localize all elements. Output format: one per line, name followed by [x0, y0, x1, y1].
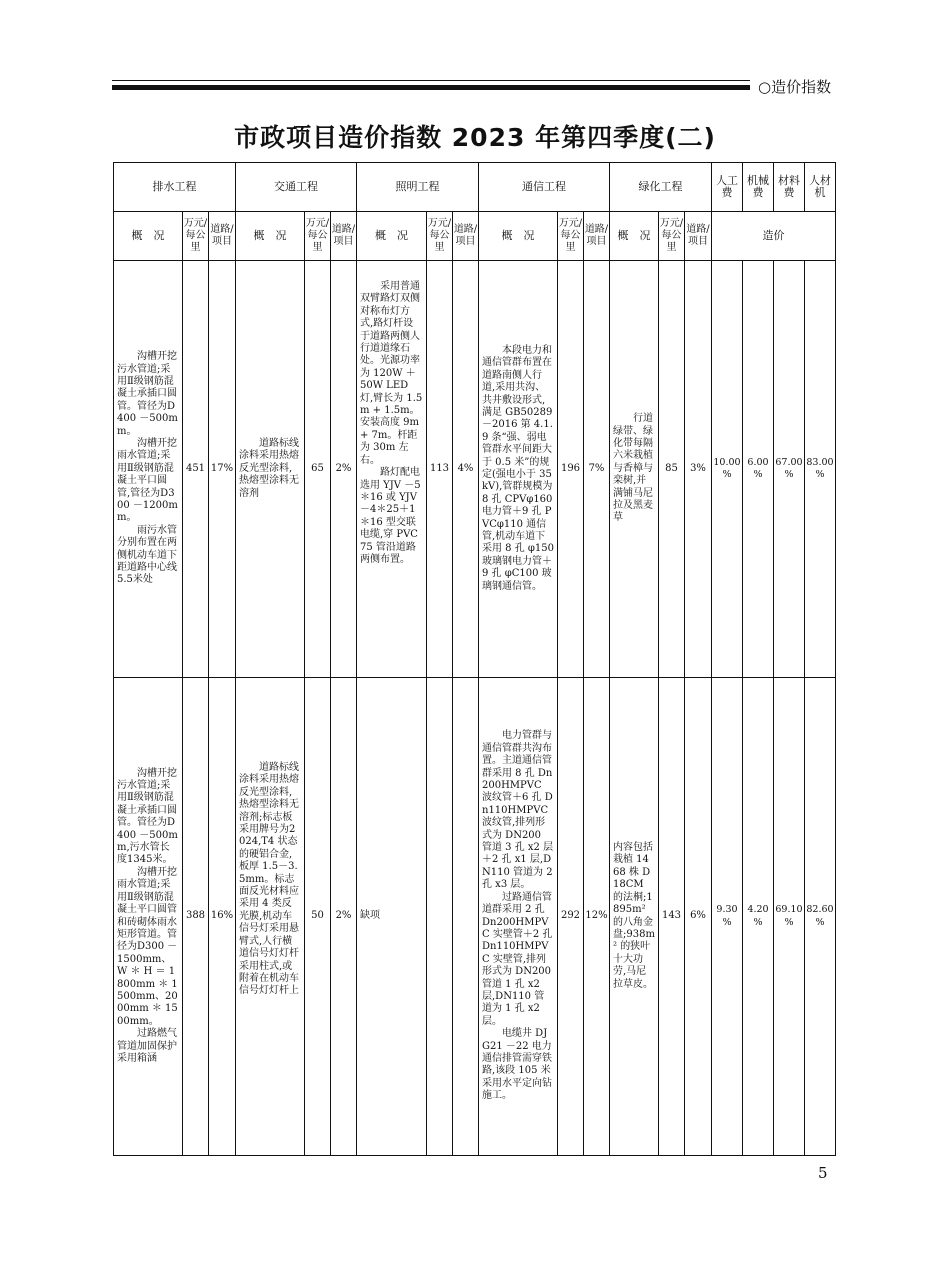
traffic-ratio: 2% [331, 261, 357, 678]
subheader-overview: 概 况 [357, 212, 427, 261]
subheader-overview: 概 况 [114, 212, 183, 261]
drainage-ratio: 16% [209, 678, 236, 1156]
traffic-desc [236, 261, 305, 678]
subheader-unit: 万元/每公里 [305, 212, 331, 261]
page-number: 5 [818, 1164, 828, 1182]
header-material-cost: 材料费 [774, 163, 805, 212]
subheader-ratio: 道路/项目 [209, 212, 236, 261]
traffic-ratio: 2% [331, 678, 357, 1156]
section-telecom: 通信工程 [479, 163, 610, 212]
section-drainage: 排水工程 [114, 163, 236, 212]
section-greening: 绿化工程 [610, 163, 712, 212]
drainage-ratio: 17% [209, 261, 236, 678]
subheader-overview: 概 况 [236, 212, 305, 261]
desc-paragraph: 雨污水管分别布置在两侧机动车道下距道路中心线5.5米处 [117, 524, 177, 586]
lighting-desc [357, 261, 427, 678]
desc-paragraph: 采用普通双臂路灯双侧对称布灯方式,路灯杆设于道路两侧人行道道缘石处。光源功率为 120W ＋ 50W LED 灯,臂长为 1.5m + 1.5m。安装高度 9m + 7m。杆距为 30m 左右。 [360, 281, 423, 466]
desc-paragraph: 缺项 [360, 910, 380, 922]
desc-paragraph: 电力管群与通信管群共沟布置。主道通信管群采用 8 孔 Dn200HMPVC 波纹管＋6 孔 Dn110HMPVC 波纹管,排列形式为 DN200 管道 3 孔 x2 层＋2 孔 x1 层,DN110 管道为 2 孔 x3 层。 [482, 730, 554, 891]
table-row [114, 678, 836, 1156]
traffic-unit: 65 [305, 261, 331, 678]
total-cost-value: 83.00 % [805, 261, 836, 678]
drainage-unit: 451 [183, 261, 209, 678]
material-cost-value: 69.10 % [774, 678, 805, 1156]
telecom-desc [479, 678, 558, 1156]
desc-paragraph: 过路燃气管道加固保护采用箱涵 [117, 1028, 177, 1064]
lighting-ratio: 4% [453, 261, 479, 678]
lighting-unit: 113 [427, 261, 453, 678]
desc-paragraph: 内容包括栽植 1468 株 D18CM 的法桐;1895m² 的八角金盘;938m² 的狭叶十大功劳,马尼拉草皮。 [613, 842, 655, 990]
section-lighting: 照明工程 [357, 163, 479, 212]
section-traffic: 交通工程 [236, 163, 357, 212]
traffic-desc [236, 678, 305, 1156]
table-row [114, 261, 836, 678]
drainage-unit: 388 [183, 678, 209, 1156]
page-title: 市政项目造价指数 2023 年第四季度(二) [234, 123, 716, 152]
desc-paragraph: 道路标线涂料采用热熔反光型涂料,热熔型涂料无溶剂;标志板采用牌号为2024,T4 状态的硬铝合金,板厚 1.5－3.5mm。标志面反光材料应采用 4 类反光膜,机动车信号灯采用悬臂式,人行横道信号灯灯杆采用柱式,或附着在机动车信号灯灯杆上 [239, 762, 299, 997]
telecom-unit: 292 [558, 678, 584, 1156]
machine-cost-value: 6.00 % [743, 261, 774, 678]
telecom-unit: 196 [558, 261, 584, 678]
drainage-desc [114, 261, 183, 678]
subheader-ratio: 道路/项目 [453, 212, 479, 261]
total-cost-value: 82.60 % [805, 678, 836, 1156]
desc-paragraph: 路灯配电选用 YJV －5＊16 或 YJV －4＊25＋1＊16 型交联电缆,穿 PVC75 管沿道路两侧布置。 [360, 467, 421, 565]
lighting-desc [357, 678, 427, 1156]
header-total-cost: 人材机 [805, 163, 836, 212]
labor-cost-value: 9.30 % [712, 678, 743, 1156]
header-labor-cost: 人工费 [712, 163, 743, 212]
material-cost-value: 67.00 % [774, 261, 805, 678]
drainage-desc [114, 678, 183, 1156]
machine-cost-value: 4.20 % [743, 678, 774, 1156]
telecom-ratio: 7% [584, 261, 610, 678]
traffic-unit: 50 [305, 678, 331, 1156]
greening-ratio: 6% [685, 678, 712, 1156]
header-rule-thin [112, 80, 750, 81]
desc-paragraph: 过路通信管道群采用 2 孔 Dn200HMPVC 实壁管＋2 孔 Dn110HMPVC 实壁管,排列形式为 DN200 管道 1 孔 x2 层,DN110 管道为 1 孔 x2 层。 [482, 891, 553, 1027]
greening-desc [610, 261, 659, 678]
subheader-unit: 万元/每公里 [659, 212, 685, 261]
running-header: ○造价指数 [758, 78, 832, 96]
desc-paragraph: 沟槽开挖污水管道;采用Ⅱ级钢筋混凝土承插口圆管。管径为D400 －500mm,污水管长度1345米。 [117, 767, 178, 866]
header-rule-thick [112, 85, 750, 90]
subheader-ratio: 道路/项目 [331, 212, 357, 261]
desc-paragraph: 电缆井 DJG21 －22 电力通信排管需穿铁路,该段 105 米采用水平定向钻施工。 [482, 1028, 552, 1102]
subheader-ratio: 道路/项目 [685, 212, 712, 261]
desc-paragraph: 本段电力和通信管群布置在道路南侧人行道,采用共沟、共井敷设形式,满足 GB50289 －2016 第 4.1.9 条“强、弱电管群水平间距大于 0.5 米”的规定(强电小于 35kV),管群规模为 8 孔 CPVφ160 电力管＋9 孔 PVCφ110 通信管,机动车道下采用 8 孔 φ150 玻璃钢电力管＋9 孔 φC100 玻璃钢通信管。 [482, 344, 554, 592]
desc-paragraph: 行道绿带、绿化带每隔六米栽植与香樟与栾树,并满铺马尼拉及黑麦草 [613, 413, 653, 524]
telecom-ratio: 12% [584, 678, 610, 1156]
subheader-unit: 万元/每公里 [558, 212, 584, 261]
cost-index-table [113, 162, 836, 1156]
desc-paragraph: 沟槽开挖雨水管道;采用Ⅱ级钢筋混凝土平口圆管和砖砌体雨水矩形管道。管径为D300 －1500mm、W ＊ H ＝ 1800mm ＊ 1500mm、2000mm ＊ 1500mm。 [117, 866, 178, 1027]
lighting-unit [427, 678, 453, 1156]
subheader-unit: 万元/每公里 [427, 212, 453, 261]
desc-paragraph: 沟槽开挖污水管道;采用Ⅱ级钢筋混凝土承插口圆管。管径为D400 －500mm。 [117, 351, 178, 437]
desc-paragraph: 沟槽开挖雨水管道;采用Ⅱ级钢筋混凝土平口圆管,管径为D300 －1200mm。 [117, 437, 178, 524]
subheader-overview: 概 况 [479, 212, 558, 261]
header-machine-cost: 机械费 [743, 163, 774, 212]
greening-unit: 85 [659, 261, 685, 678]
greening-unit: 143 [659, 678, 685, 1156]
desc-paragraph: 道路标线涂料采用热熔反光型涂料,热熔型涂料无溶剂 [239, 437, 299, 499]
subheader-overview: 概 况 [610, 212, 659, 261]
labor-cost-value: 10.00 % [712, 261, 743, 678]
greening-desc [610, 678, 659, 1156]
subheader-cost: 造价 [712, 212, 836, 261]
greening-ratio: 3% [685, 261, 712, 678]
subheader-unit: 万元/每公里 [183, 212, 209, 261]
lighting-ratio [453, 678, 479, 1156]
subheader-ratio: 道路/项目 [584, 212, 610, 261]
telecom-desc [479, 261, 558, 678]
